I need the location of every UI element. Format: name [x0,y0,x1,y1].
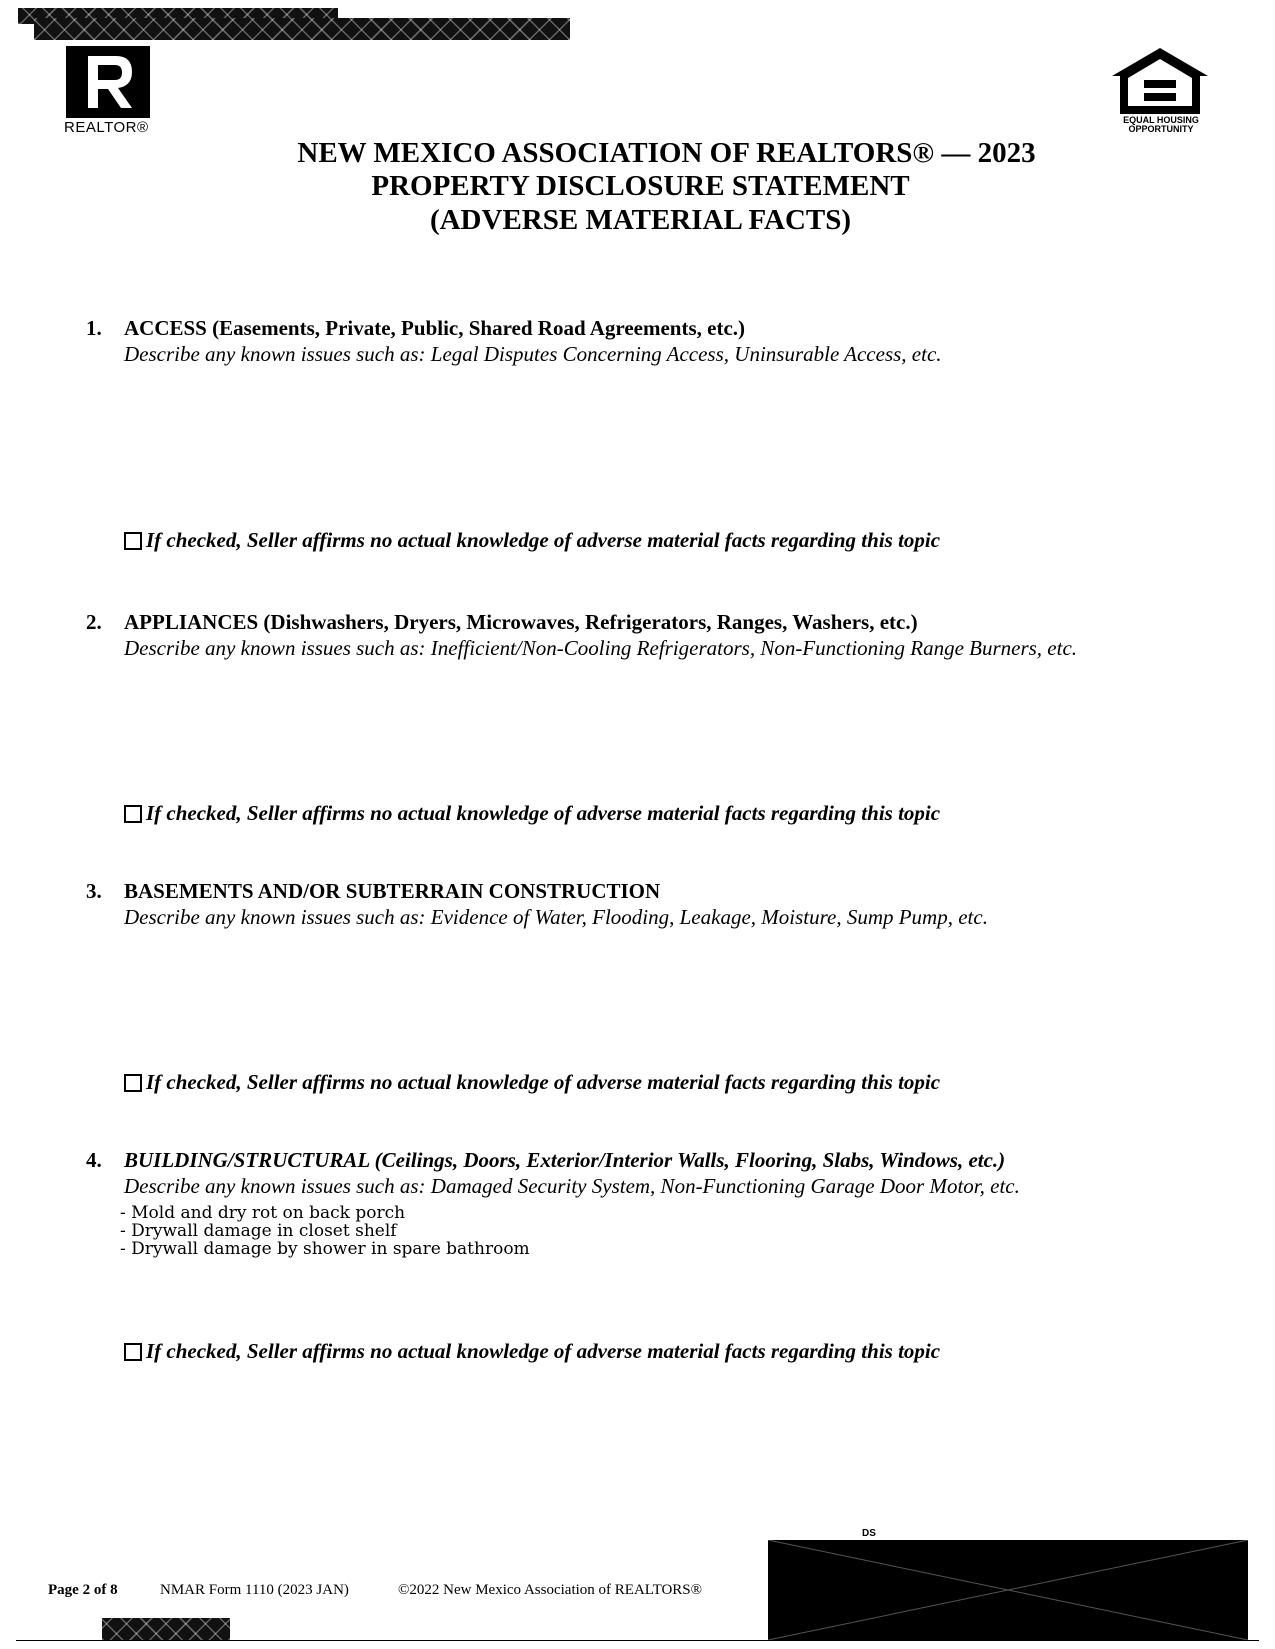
section-description: Describe any known issues such as: Evidence of Water, Flooding, Leakage, Moisture, Sump Pump, etc. [124,905,988,929]
section-number: 2. [86,610,102,634]
copyright: ©2022 New Mexico Association of REALTORS® [398,1582,703,1598]
seller-answers[interactable] [120,1204,530,1258]
title-line-3: (ADVERSE MATERIAL FACTS) [429,204,852,236]
realtor-r-icon [66,46,150,118]
seller-affirmation [124,801,940,826]
section-heading: BUILDING/STRUCTURAL (Ceilings, Doors, Exterior/Interior Walls, Flooring, Slabs, Windows, etc.) [124,1148,1006,1172]
section-description: Describe any known issues such as: Damaged Security System, Non-Functioning Garage Door Motor, etc. [124,1174,1020,1198]
section-appliances [86,610,1206,850]
redacted-initials-block [768,1540,1248,1640]
no-knowledge-checkbox[interactable] [124,1343,142,1361]
form-number: NMAR Form 1110 (2023 JAN) [160,1582,349,1598]
section-number: 4. [86,1148,102,1172]
realtor-wordmark: REALTOR® [64,119,149,136]
no-knowledge-checkbox[interactable] [124,1074,142,1092]
equal-housing-text: EQUAL HOUSING OPPORTUNITY [1123,115,1199,134]
section-number: 3. [86,879,102,903]
equal-housing-logo [1110,46,1220,141]
section-building-structural [86,1148,1206,1388]
seller-affirmation [124,1070,940,1095]
section-heading: ACCESS (Easements, Private, Public, Shared Road Agreements, etc.) [124,316,746,340]
section-description: Describe any known issues such as: Legal Disputes Concerning Access, Uninsurable Access, etc. [124,342,942,366]
docusign-label: DS [862,1528,876,1539]
footer-rule [16,1640,1259,1641]
no-knowledge-checkbox[interactable] [124,805,142,823]
affirmation-text: If checked, Seller affirms no actual knowledge of adverse material facts regarding this topic [146,1339,941,1363]
title-line-2: PROPERTY DISCLOSURE STATEMENT [371,170,910,202]
section-heading: BASEMENTS AND/OR SUBTERRAIN CONSTRUCTION [124,879,661,903]
answer-line: - Mold and dry rot on back porch [120,1203,406,1223]
section-number: 1. [86,316,102,340]
section-description: Describe any known issues such as: Inefficient/Non-Cooling Refrigerators, Non-Functioning Range Burners, etc. [124,636,1078,660]
section-heading: APPLIANCES (Dishwashers, Dryers, Microwaves, Refrigerators, Ranges, Washers, etc.) [124,610,918,634]
realtor-logo [66,46,162,138]
page-number: Page 2 of 8 [48,1582,118,1598]
seller-affirmation [124,1339,940,1364]
redaction-bar-bottom [102,1618,230,1640]
section-access [86,316,1206,556]
title-line-1: NEW MEXICO ASSOCIATION OF REALTORS® — 2023 [297,137,1036,169]
seller-affirmation [124,528,940,553]
redaction-bar-top-2 [34,18,570,40]
affirmation-text: If checked, Seller affirms no actual knowledge of adverse material facts regarding this topic [146,1070,941,1094]
affirmation-text: If checked, Seller affirms no actual knowledge of adverse material facts regarding this topic [146,801,941,825]
affirmation-text: If checked, Seller affirms no actual knowledge of adverse material facts regarding this topic [146,528,941,552]
answer-line: - Drywall damage in closet shelf [120,1221,397,1241]
answer-line: - Drywall damage by shower in spare bathroom [120,1239,530,1259]
section-basements [86,879,1206,1119]
no-knowledge-checkbox[interactable] [124,532,142,550]
equal-housing-house-icon [1110,46,1210,118]
